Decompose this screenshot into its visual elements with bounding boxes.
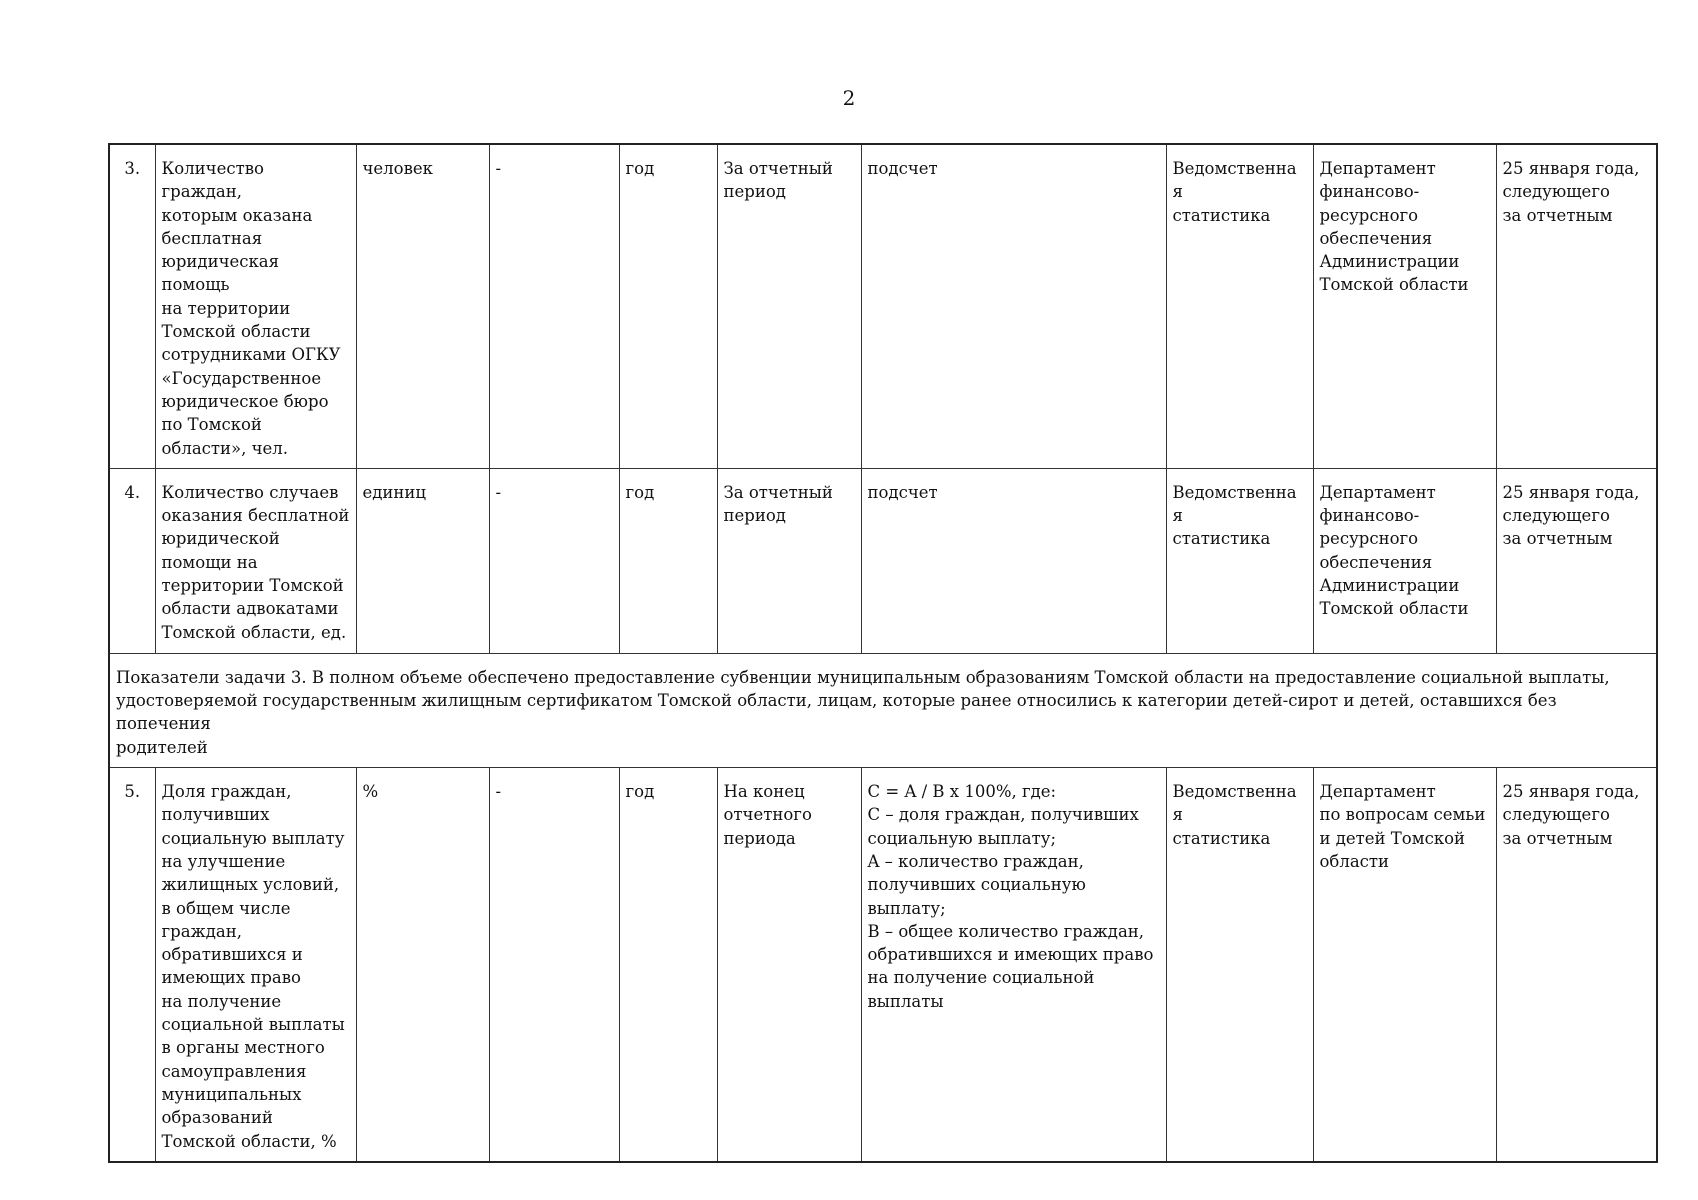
period-cell: год: [619, 768, 717, 1162]
period-cell: год: [619, 144, 717, 468]
responsible-cell: Департамент по вопросам семьи и детей Томской области: [1313, 768, 1496, 1162]
unit-cell: человек: [356, 144, 489, 468]
indicators-table: [108, 143, 1658, 1163]
unit-cell: единиц: [356, 468, 489, 653]
source-cell: Ведомственная статистика: [1166, 768, 1313, 1162]
deadline-cell: 25 января года, следующего за отчетным: [1496, 468, 1657, 653]
table-row: [109, 768, 1657, 1162]
unit-cell: %: [356, 768, 489, 1162]
responsible-cell: Департамент финансово- ресурсного обеспечения Администрации Томской области: [1313, 144, 1496, 468]
indicator-name: Количество случаев оказания бесплатной юридической помощи на территории Томской области адвокатами Томской области, ед.: [155, 468, 356, 653]
section-row: [109, 653, 1657, 767]
deadline-cell: 25 января года, следующего за отчетным: [1496, 768, 1657, 1162]
method-cell: C = A / B x 100%, где: C – доля граждан, получивших социальную выплату; A – количество граждан, получивших социальную выплату; B – общее количество граждан, обратившихся и имеющих право на получение социальной выплаты: [861, 768, 1166, 1162]
row-number: 5.: [109, 768, 155, 1162]
method-cell: подсчет: [861, 144, 1166, 468]
source-cell: Ведомственная статистика: [1166, 144, 1313, 468]
section-heading: Показатели задачи 3. В полном объеме обеспечено предоставление субвенции муниципальным образованиям Томской области на предоставление социальной выплаты, удостоверяемой государственным жилищным сертификатом Томской области, лицам, которые ранее относились к категории детей-сирот и детей, оставшихся без попечения родителей: [109, 653, 1657, 767]
page-number: 2: [842, 86, 856, 110]
period-cell: год: [619, 468, 717, 653]
time-cell: На конец отчетного периода: [717, 768, 861, 1162]
dash-cell: -: [489, 144, 619, 468]
table-row: [109, 468, 1657, 653]
method-cell: подсчет: [861, 468, 1166, 653]
table-row: [109, 144, 1657, 468]
dash-cell: -: [489, 468, 619, 653]
row-number: 4.: [109, 468, 155, 653]
source-cell: Ведомственная статистика: [1166, 468, 1313, 653]
time-cell: За отчетный период: [717, 144, 861, 468]
indicator-name: Доля граждан, получивших социальную выплату на улучшение жилищных условий, в общем числе граждан, обратившихся и имеющих право на получение социальной выплаты в органы местного самоуправления муниципальных образований Томской области, %: [155, 768, 356, 1162]
row-number: 3.: [109, 144, 155, 468]
deadline-cell: 25 января года, следующего за отчетным: [1496, 144, 1657, 468]
indicator-name: Количество граждан, которым оказана бесплатная юридическая помощь на территории Томской области сотрудниками ОГКУ «Государственное юридическое бюро по Томской области», чел.: [155, 144, 356, 468]
time-cell: За отчетный период: [717, 468, 861, 653]
dash-cell: -: [489, 768, 619, 1162]
responsible-cell: Департамент финансово- ресурсного обеспечения Администрации Томской области: [1313, 468, 1496, 653]
